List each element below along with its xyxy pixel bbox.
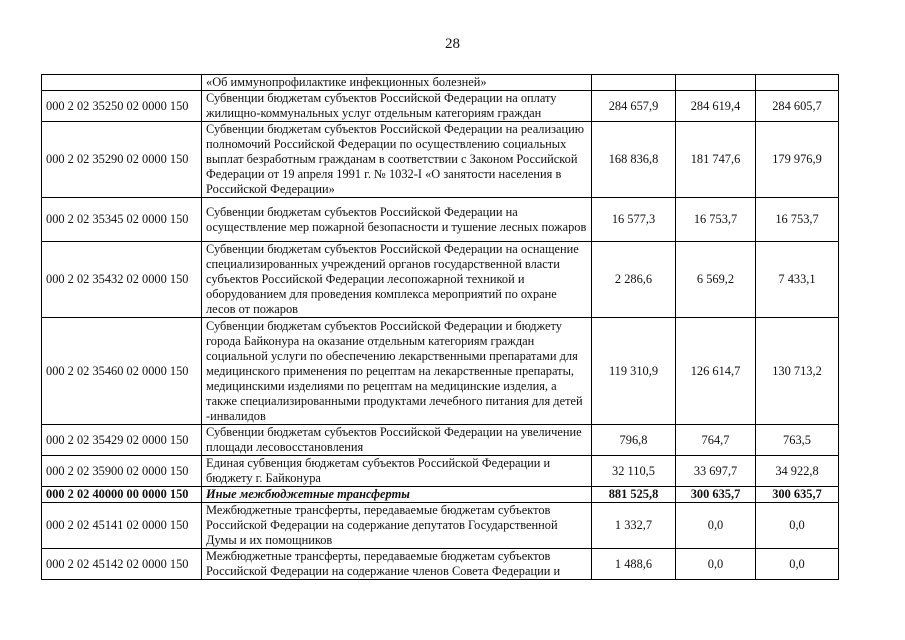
- value-year-2: 764,7: [676, 425, 756, 456]
- row-description: Иные межбюджетные трансферты: [202, 487, 592, 503]
- value-year-1: 284 657,9: [592, 91, 676, 122]
- value-year-2: [676, 75, 756, 91]
- value-year-2: 181 747,6: [676, 122, 756, 198]
- value-year-1: 1 332,7: [592, 503, 676, 549]
- table-row: [42, 503, 839, 549]
- value-year-2: 0,0: [676, 549, 756, 580]
- budget-code: 000 2 02 35429 02 0000 150: [42, 425, 202, 456]
- value-year-2: 0,0: [676, 503, 756, 549]
- row-description: Межбюджетные трансферты, передаваемые бюджетам субъектов Российской Федерации на содержание членов Совета Федерации и: [202, 549, 592, 580]
- value-year-1: 16 577,3: [592, 198, 676, 242]
- value-year-1: [592, 75, 676, 91]
- table-row: [42, 318, 839, 425]
- table-row: [42, 122, 839, 198]
- row-description: Единая субвенция бюджетам субъектов Российской Федерации и бюджету г. Байконура: [202, 456, 592, 487]
- table-row: [42, 198, 839, 242]
- table-row: [42, 549, 839, 580]
- value-year-2: 33 697,7: [676, 456, 756, 487]
- value-year-3: 284 605,7: [756, 91, 839, 122]
- row-description: Субвенции бюджетам субъектов Российской Федерации и бюджету города Байконура на оказание отдельным категориям граждан социальной услуги по обеспечению лекарственными препаратами для медицинского применения по рецептам на лекарственные препараты, медицинскими изделиями по рецептам на медицинские изделия, а также специализированными продуктами лечебного питания для детей -инвалидов: [202, 318, 592, 425]
- row-description: Межбюджетные трансферты, передаваемые бюджетам субъектов Российской Федерации на содержание депутатов Государственной Думы и их помощников: [202, 503, 592, 549]
- value-year-1: 168 836,8: [592, 122, 676, 198]
- value-year-3: [756, 75, 839, 91]
- budget-code: 000 2 02 35290 02 0000 150: [42, 122, 202, 198]
- value-year-2: 284 619,4: [676, 91, 756, 122]
- value-year-1: 119 310,9: [592, 318, 676, 425]
- row-description: Субвенции бюджетам субъектов Российской Федерации на реализацию полномочий Российской Федерации по осуществлению социальных выплат безработным гражданам в соответствии с Законом Российской Федерации от 19 апреля 1991 г. № 1032-I «О занятости населения в Российской Федерации»: [202, 122, 592, 198]
- table-row: [42, 425, 839, 456]
- budget-table: [41, 74, 839, 580]
- value-year-3: 7 433,1: [756, 242, 839, 318]
- budget-code: 000 2 02 35345 02 0000 150: [42, 198, 202, 242]
- value-year-3: 0,0: [756, 549, 839, 580]
- value-year-2: 126 614,7: [676, 318, 756, 425]
- budget-code: 000 2 02 35432 02 0000 150: [42, 242, 202, 318]
- value-year-1: 32 110,5: [592, 456, 676, 487]
- value-year-3: 130 713,2: [756, 318, 839, 425]
- value-year-3: 0,0: [756, 503, 839, 549]
- budget-code: 000 2 02 45142 02 0000 150: [42, 549, 202, 580]
- table-row: [42, 487, 839, 503]
- value-year-3: 16 753,7: [756, 198, 839, 242]
- row-description: Субвенции бюджетам субъектов Российской Федерации на осуществление мер пожарной безопасности и тушение лесных пожаров: [202, 198, 592, 242]
- value-year-1: 881 525,8: [592, 487, 676, 503]
- table-row: [42, 75, 839, 91]
- row-description: Субвенции бюджетам субъектов Российской Федерации на увеличение площади лесовосстановления: [202, 425, 592, 456]
- value-year-1: 1 488,6: [592, 549, 676, 580]
- value-year-1: 2 286,6: [592, 242, 676, 318]
- page-number: 28: [445, 36, 460, 52]
- value-year-1: 796,8: [592, 425, 676, 456]
- value-year-2: 300 635,7: [676, 487, 756, 503]
- value-year-3: 179 976,9: [756, 122, 839, 198]
- budget-code: 000 2 02 45141 02 0000 150: [42, 503, 202, 549]
- budget-code: 000 2 02 40000 00 0000 150: [42, 487, 202, 503]
- value-year-2: 16 753,7: [676, 198, 756, 242]
- value-year-3: 763,5: [756, 425, 839, 456]
- budget-code: 000 2 02 35900 02 0000 150: [42, 456, 202, 487]
- value-year-2: 6 569,2: [676, 242, 756, 318]
- budget-code: [42, 75, 202, 91]
- table-row: [42, 91, 839, 122]
- budget-code: 000 2 02 35460 02 0000 150: [42, 318, 202, 425]
- table-row: [42, 242, 839, 318]
- value-year-3: 34 922,8: [756, 456, 839, 487]
- budget-code: 000 2 02 35250 02 0000 150: [42, 91, 202, 122]
- table-row: [42, 456, 839, 487]
- row-description: «Об иммунопрофилактике инфекционных болезней»: [202, 75, 592, 91]
- row-description: Субвенции бюджетам субъектов Российской Федерации на оснащение специализированных учреждений органов государственной власти субъектов Российской Федерации лесопожарной техникой и оборудованием для проведения комплекса мероприятий по охране лесов от пожаров: [202, 242, 592, 318]
- value-year-3: 300 635,7: [756, 487, 839, 503]
- budget-table-body: [42, 75, 839, 580]
- row-description: Субвенции бюджетам субъектов Российской Федерации на оплату жилищно-коммунальных услуг отдельным категориям граждан: [202, 91, 592, 122]
